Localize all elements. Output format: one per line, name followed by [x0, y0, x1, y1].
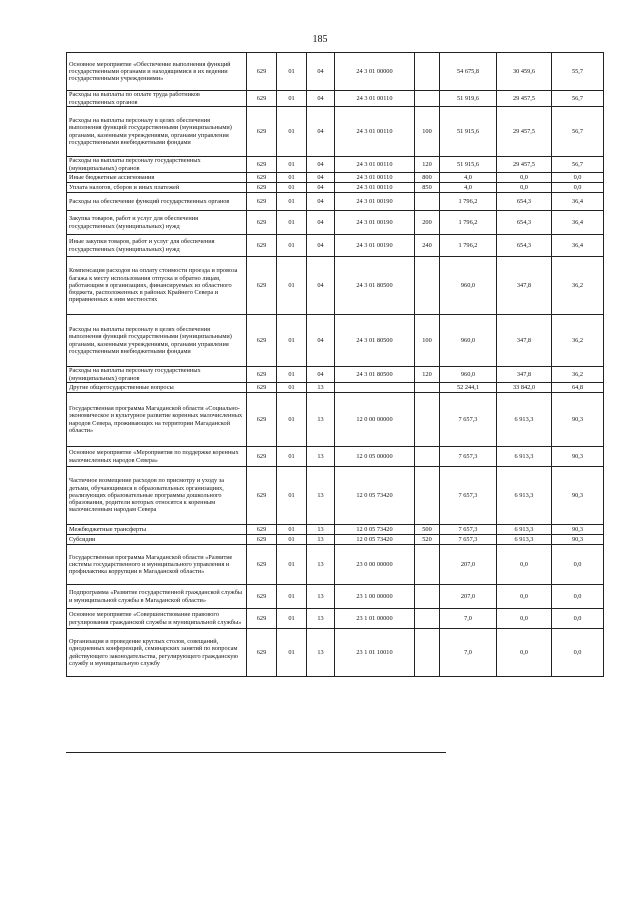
cell-target: 12 0 05 73420	[335, 525, 415, 535]
cell-section: 01	[277, 383, 307, 393]
cell-type	[415, 447, 440, 467]
cell-name: Иные закупки товаров, работ и услуг для обеспечения государственных (муниципальных) нужд	[67, 235, 247, 257]
table-row	[67, 447, 604, 467]
cell-section: 01	[277, 157, 307, 173]
cell-percent: 56,7	[552, 91, 604, 107]
cell-executed: 6 913,3	[497, 535, 552, 545]
cell-target: 24 3 01 00110	[335, 183, 415, 193]
table-row	[67, 545, 604, 585]
cell-section: 01	[277, 315, 307, 367]
cell-target: 24 3 01 00000	[335, 53, 415, 91]
cell-name: Субсидии	[67, 535, 247, 545]
cell-name: Расходы на обеспечение функций государственных органов	[67, 193, 247, 211]
cell-name: Государственная программа Магаданской области «Развитие системы государственного и муниципального управления и профилактика коррупции в Магаданской области»	[67, 545, 247, 585]
cell-target: 24 3 01 00110	[335, 173, 415, 183]
cell-executed: 30 459,6	[497, 53, 552, 91]
cell-code: 629	[247, 393, 277, 447]
cell-name: Подпрограмма «Развитие государственной гражданской службы и муниципальной службы в Магаданской области»	[67, 585, 247, 609]
cell-executed: 347,8	[497, 367, 552, 383]
cell-executed: 6 913,3	[497, 467, 552, 525]
table-row	[67, 257, 604, 315]
cell-amount: 54 675,8	[440, 53, 497, 91]
cell-section: 01	[277, 525, 307, 535]
cell-percent: 0,0	[552, 609, 604, 629]
cell-executed: 347,8	[497, 315, 552, 367]
cell-section: 01	[277, 235, 307, 257]
cell-target: 23 1 01 00000	[335, 609, 415, 629]
cell-section: 01	[277, 91, 307, 107]
cell-amount: 960,0	[440, 257, 497, 315]
cell-percent: 56,7	[552, 157, 604, 173]
cell-name: Расходы на выплаты персоналу в целях обеспечения выполнения функций государственными (муниципальными) органами, казенными учреждениями, органами управления государственными внебюджетными фондами	[67, 315, 247, 367]
cell-executed: 33 842,0	[497, 383, 552, 393]
cell-section: 01	[277, 257, 307, 315]
cell-amount: 7 657,3	[440, 467, 497, 525]
table-row	[67, 525, 604, 535]
cell-code: 629	[247, 183, 277, 193]
table-row	[67, 467, 604, 525]
cell-section: 01	[277, 609, 307, 629]
cell-executed: 0,0	[497, 545, 552, 585]
cell-executed: 29 457,5	[497, 107, 552, 157]
cell-amount: 1 796,2	[440, 235, 497, 257]
cell-subsection: 13	[307, 383, 335, 393]
cell-code: 629	[247, 467, 277, 525]
cell-code: 629	[247, 545, 277, 585]
cell-target: 24 3 01 00190	[335, 235, 415, 257]
table-row	[67, 173, 604, 183]
cell-name: Расходы на выплаты по оплате труда работников государственных органов	[67, 91, 247, 107]
cell-type	[415, 585, 440, 609]
cell-executed: 347,8	[497, 257, 552, 315]
cell-amount: 7 657,3	[440, 535, 497, 545]
cell-amount: 51 919,6	[440, 91, 497, 107]
cell-amount: 207,0	[440, 585, 497, 609]
cell-subsection: 04	[307, 193, 335, 211]
cell-target: 24 3 01 00110	[335, 91, 415, 107]
cell-percent: 90,3	[552, 535, 604, 545]
table-row	[67, 107, 604, 157]
cell-target: 12 0 00 00000	[335, 393, 415, 447]
cell-type: 240	[415, 235, 440, 257]
cell-name: Основное мероприятие «Обеспечение выполнения функций государственными органами и находящимися в их ведении государственными учреждениями»	[67, 53, 247, 91]
cell-subsection: 04	[307, 53, 335, 91]
cell-type: 100	[415, 107, 440, 157]
cell-subsection: 04	[307, 211, 335, 235]
cell-name: Другие общегосударственные вопросы	[67, 383, 247, 393]
cell-subsection: 04	[307, 183, 335, 193]
cell-target: 24 3 01 80500	[335, 315, 415, 367]
cell-percent: 0,0	[552, 183, 604, 193]
cell-subsection: 13	[307, 467, 335, 525]
table-row	[67, 535, 604, 545]
cell-executed: 6 913,3	[497, 525, 552, 535]
cell-target: 23 1 00 00000	[335, 585, 415, 609]
cell-amount: 51 915,6	[440, 107, 497, 157]
cell-target: 12 0 05 73420	[335, 535, 415, 545]
cell-type	[415, 53, 440, 91]
cell-subsection: 13	[307, 609, 335, 629]
cell-amount: 4,0	[440, 173, 497, 183]
cell-percent: 64,8	[552, 383, 604, 393]
cell-name: Расходы на выплаты персоналу в целях обеспечения выполнения функций государственными (муниципальными) органами, казенными учреждениями, органами управления государственными внебюджетными фондами	[67, 107, 247, 157]
cell-subsection: 13	[307, 535, 335, 545]
cell-percent: 0,0	[552, 585, 604, 609]
cell-code: 629	[247, 367, 277, 383]
cell-name: Основное мероприятие «Мероприятия по поддержке коренных малочисленных народов Севера»	[67, 447, 247, 467]
cell-code: 629	[247, 211, 277, 235]
cell-type	[415, 193, 440, 211]
cell-target: 24 3 01 80500	[335, 257, 415, 315]
cell-type	[415, 257, 440, 315]
cell-type	[415, 467, 440, 525]
cell-percent: 90,3	[552, 467, 604, 525]
table-row	[67, 393, 604, 447]
cell-executed: 29 457,5	[497, 157, 552, 173]
cell-amount: 960,0	[440, 315, 497, 367]
cell-subsection: 04	[307, 235, 335, 257]
table-row	[67, 383, 604, 393]
cell-type: 800	[415, 173, 440, 183]
cell-name: Основное мероприятие «Совершенствование правового регулирования гражданской службы и муниципальной службы»	[67, 609, 247, 629]
cell-percent: 0,0	[552, 629, 604, 677]
cell-subsection: 13	[307, 585, 335, 609]
page-number: 185	[312, 34, 328, 45]
cell-target: 24 3 01 00190	[335, 211, 415, 235]
cell-executed: 0,0	[497, 585, 552, 609]
cell-code: 629	[247, 535, 277, 545]
cell-section: 01	[277, 173, 307, 183]
cell-subsection: 13	[307, 525, 335, 535]
cell-target: 12 0 05 73420	[335, 467, 415, 525]
cell-percent: 36,4	[552, 211, 604, 235]
cell-code: 629	[247, 609, 277, 629]
cell-type	[415, 545, 440, 585]
cell-name: Закупка товаров, работ и услуг для обеспечения государственных (муниципальных) нужд	[67, 211, 247, 235]
cell-code: 629	[247, 257, 277, 315]
cell-type: 100	[415, 315, 440, 367]
cell-type: 520	[415, 535, 440, 545]
cell-amount: 52 244,1	[440, 383, 497, 393]
table-row	[67, 211, 604, 235]
cell-target: 24 3 01 00110	[335, 157, 415, 173]
cell-subsection: 04	[307, 107, 335, 157]
cell-section: 01	[277, 535, 307, 545]
cell-code: 629	[247, 629, 277, 677]
cell-section: 01	[277, 107, 307, 157]
cell-type	[415, 383, 440, 393]
cell-name: Уплата налогов, сборов и иных платежей	[67, 183, 247, 193]
cell-type: 500	[415, 525, 440, 535]
cell-target: 12 0 05 00000	[335, 447, 415, 467]
cell-type: 200	[415, 211, 440, 235]
cell-name: Межбюджетные трансферты	[67, 525, 247, 535]
cell-percent: 36,2	[552, 367, 604, 383]
cell-section: 01	[277, 393, 307, 447]
cell-amount: 7,0	[440, 629, 497, 677]
cell-code: 629	[247, 447, 277, 467]
cell-target: 23 0 00 00000	[335, 545, 415, 585]
cell-percent: 36,2	[552, 315, 604, 367]
cell-section: 01	[277, 447, 307, 467]
cell-name: Расходы на выплаты персоналу государственных (муниципальных) органов	[67, 157, 247, 173]
cell-percent: 55,7	[552, 53, 604, 91]
cell-executed: 0,0	[497, 173, 552, 183]
cell-section: 01	[277, 585, 307, 609]
cell-executed: 0,0	[497, 609, 552, 629]
cell-code: 629	[247, 315, 277, 367]
cell-type: 120	[415, 157, 440, 173]
cell-section: 01	[277, 467, 307, 525]
cell-percent: 56,7	[552, 107, 604, 157]
cell-amount: 207,0	[440, 545, 497, 585]
cell-section: 01	[277, 183, 307, 193]
cell-code: 629	[247, 53, 277, 91]
cell-section: 01	[277, 211, 307, 235]
cell-subsection: 04	[307, 91, 335, 107]
cell-name: Государственная программа Магаданской области «Социально-экономическое и культурное развитие коренных малочисленных народов Севера, проживающих на территории Магаданской области»	[67, 393, 247, 447]
cell-executed: 654,3	[497, 211, 552, 235]
table-row	[67, 629, 604, 677]
cell-target: 24 3 01 00190	[335, 193, 415, 211]
table-row	[67, 91, 604, 107]
cell-subsection: 04	[307, 157, 335, 173]
cell-name: Организация и проведение круглых столов, совещаний, однодневных конференций, семинарских занятий по вопросам действующего законодательства, регулирующего гражданскую службу и муниципальную службу	[67, 629, 247, 677]
cell-code: 629	[247, 157, 277, 173]
cell-executed: 29 457,5	[497, 91, 552, 107]
cell-section: 01	[277, 367, 307, 383]
cell-name: Расходы на выплаты персоналу государственных (муниципальных) органов	[67, 367, 247, 383]
cell-amount: 7 657,3	[440, 525, 497, 535]
cell-subsection: 04	[307, 315, 335, 367]
cell-section: 01	[277, 53, 307, 91]
cell-subsection: 04	[307, 173, 335, 183]
cell-type	[415, 629, 440, 677]
cell-name: Частичное возмещение расходов по присмотру и уходу за детьми, обучающимися в образовательных организациях, реализующих образовательные программы дошкольного образования, родители которых относятся к коренным малочисленным народам Севера	[67, 467, 247, 525]
footnote-rule	[66, 752, 446, 753]
cell-percent: 36,4	[552, 193, 604, 211]
cell-section: 01	[277, 629, 307, 677]
cell-code: 629	[247, 173, 277, 183]
budget-table	[66, 52, 604, 677]
cell-section: 01	[277, 545, 307, 585]
cell-subsection: 04	[307, 367, 335, 383]
cell-amount: 1 796,2	[440, 211, 497, 235]
cell-amount: 7,0	[440, 609, 497, 629]
cell-executed: 0,0	[497, 629, 552, 677]
cell-executed: 654,3	[497, 235, 552, 257]
cell-code: 629	[247, 585, 277, 609]
cell-percent: 90,3	[552, 525, 604, 535]
cell-amount: 1 796,2	[440, 193, 497, 211]
cell-target	[335, 383, 415, 393]
cell-name: Компенсация расходов на оплату стоимости проезда и провоза багажа к месту использования отпуска и обратно лицам, работающим в организациях, финансируемых из областного бюджета, расположенных в районах Крайнего Севера и приравненных к ним местностях	[67, 257, 247, 315]
cell-type: 120	[415, 367, 440, 383]
cell-target: 24 3 01 80500	[335, 367, 415, 383]
cell-percent: 36,4	[552, 235, 604, 257]
cell-executed: 0,0	[497, 183, 552, 193]
table-row	[67, 193, 604, 211]
cell-type: 850	[415, 183, 440, 193]
cell-percent: 36,2	[552, 257, 604, 315]
cell-amount: 7 657,3	[440, 393, 497, 447]
table-row	[67, 235, 604, 257]
cell-percent: 90,3	[552, 393, 604, 447]
cell-type	[415, 393, 440, 447]
cell-amount: 960,0	[440, 367, 497, 383]
cell-subsection: 04	[307, 257, 335, 315]
table-row	[67, 367, 604, 383]
cell-amount: 4,0	[440, 183, 497, 193]
cell-section: 01	[277, 193, 307, 211]
cell-subsection: 13	[307, 447, 335, 467]
table-row	[67, 157, 604, 173]
cell-type	[415, 91, 440, 107]
cell-executed: 654,3	[497, 193, 552, 211]
cell-code: 629	[247, 107, 277, 157]
table-row	[67, 315, 604, 367]
cell-percent: 90,3	[552, 447, 604, 467]
cell-percent: 0,0	[552, 545, 604, 585]
table-row	[67, 183, 604, 193]
cell-subsection: 13	[307, 629, 335, 677]
cell-amount: 7 657,3	[440, 447, 497, 467]
cell-executed: 6 913,3	[497, 393, 552, 447]
cell-type	[415, 609, 440, 629]
cell-code: 629	[247, 383, 277, 393]
cell-percent: 0,0	[552, 173, 604, 183]
cell-target: 24 3 01 00110	[335, 107, 415, 157]
cell-code: 629	[247, 91, 277, 107]
table-row	[67, 609, 604, 629]
table-row	[67, 53, 604, 91]
cell-executed: 6 913,3	[497, 447, 552, 467]
cell-target: 23 1 01 10010	[335, 629, 415, 677]
cell-subsection: 13	[307, 545, 335, 585]
cell-name: Иные бюджетные ассигнования	[67, 173, 247, 183]
table-row	[67, 585, 604, 609]
cell-code: 629	[247, 193, 277, 211]
cell-subsection: 13	[307, 393, 335, 447]
cell-code: 629	[247, 235, 277, 257]
cell-code: 629	[247, 525, 277, 535]
cell-amount: 51 915,6	[440, 157, 497, 173]
